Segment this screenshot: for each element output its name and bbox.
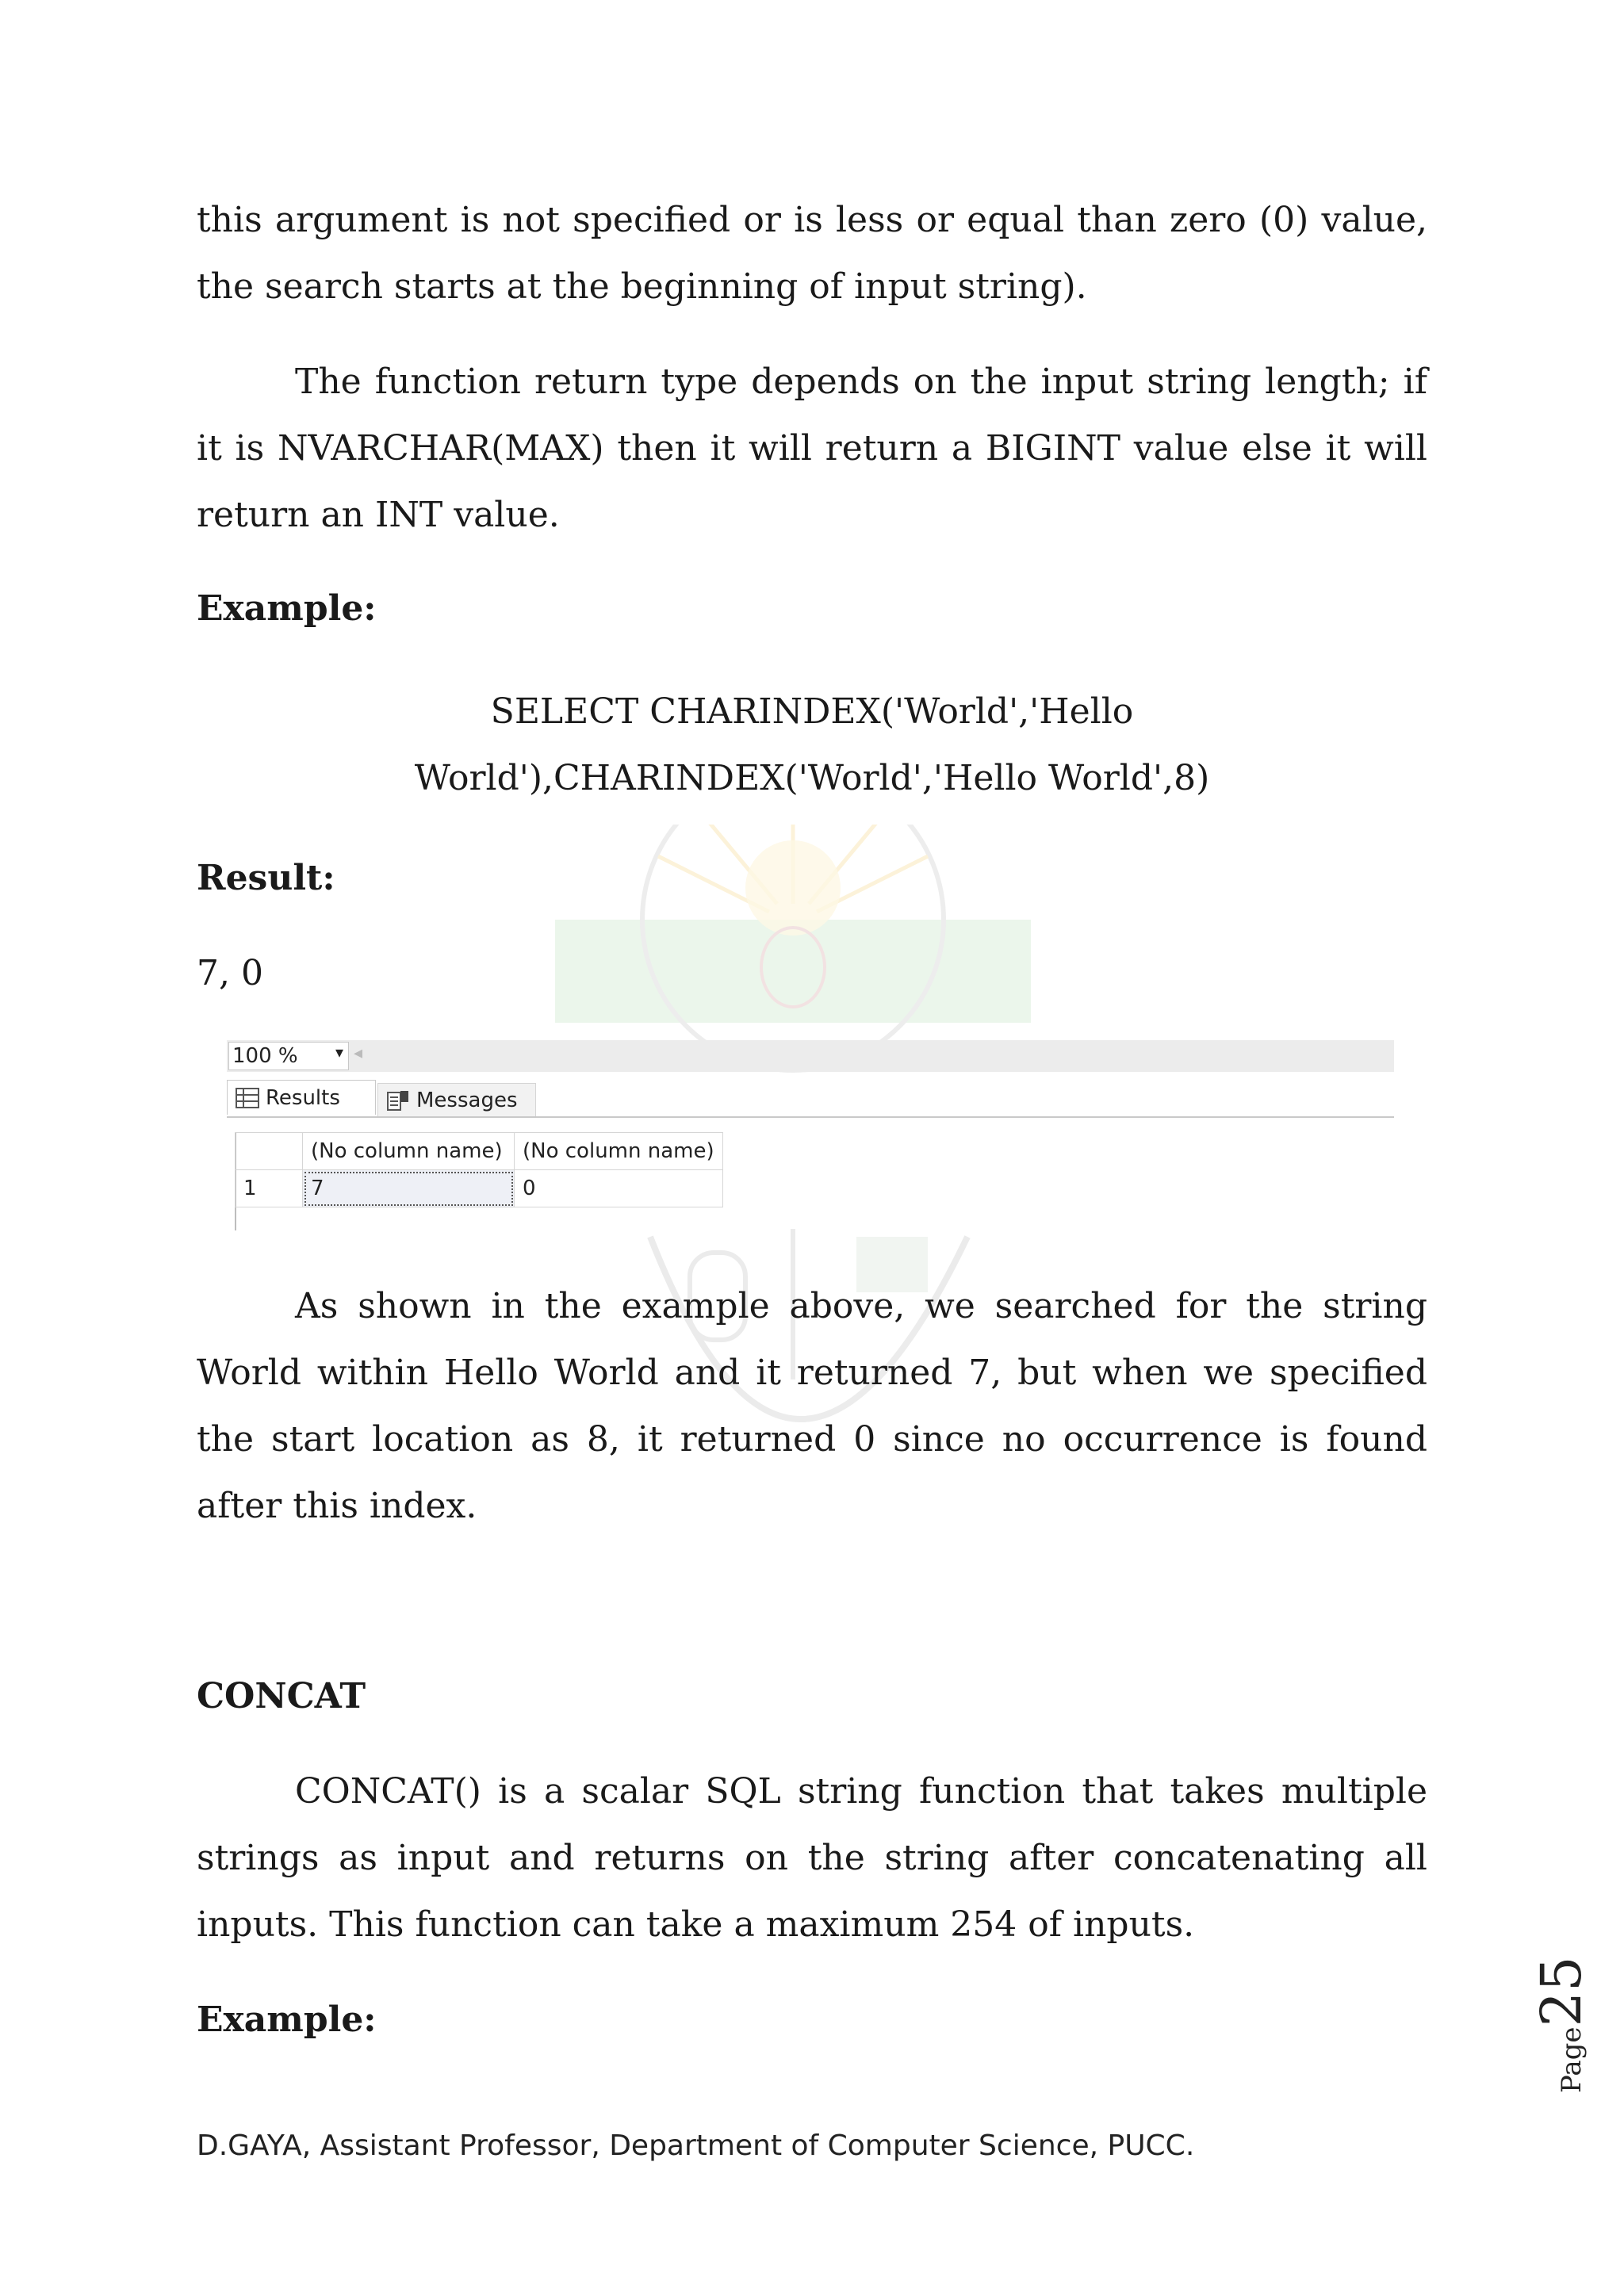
page-footer: D.GAYA, Assistant Professor, Department of Computer Science, PUCC. — [197, 2130, 1195, 2162]
ssms-results-pane — [227, 1040, 1394, 1230]
column-header[interactable]: (No column name) — [515, 1133, 723, 1170]
heading-concat: CONCAT — [197, 1676, 366, 1716]
zoom-value: 100 % — [232, 1044, 298, 1068]
column-header[interactable]: (No column name) — [303, 1133, 515, 1170]
grid-header-row — [236, 1133, 723, 1170]
grid-cell[interactable]: 0 — [515, 1170, 723, 1207]
paragraph-explanation: As shown in the example above, we searched for the string World within Hello World and it returned 7, but when we specified the start location as 8, it returned 0 since no occurrence is found after this index. — [197, 1286, 1427, 1526]
grid-corner-cell — [236, 1133, 303, 1170]
tab-results-label: Results — [266, 1085, 340, 1110]
results-grid — [235, 1132, 723, 1207]
tab-messages-label: Messages — [416, 1088, 518, 1112]
grid-icon — [236, 1088, 259, 1108]
row-number[interactable]: 1 — [236, 1170, 303, 1207]
scroll-left-icon[interactable]: ◂ — [354, 1043, 363, 1063]
zoom-select[interactable] — [228, 1042, 349, 1070]
paragraph-concat-desc: CONCAT() is a scalar SQL string function that takes multiple strings as input and returns on the string after concatenating all inputs. This function can take a maximum 254 of inputs. — [197, 1771, 1427, 1945]
code-query: SELECT CHARINDEX('World','Hello World'),CHARINDEX('World','Hello World',8) — [414, 691, 1210, 798]
result-tabs — [227, 1080, 1394, 1118]
page-number: 25 — [1529, 1956, 1594, 2027]
heading-example-2: Example: — [197, 1999, 377, 2040]
page-number-marker — [1529, 1956, 1594, 2093]
tab-results[interactable] — [227, 1080, 376, 1115]
heading-result: Result: — [197, 858, 335, 898]
paragraph-charindex-arg: this argument is not specified or is less or equal than zero (0) value, the search starts at the beginning of input string). — [197, 200, 1427, 307]
tab-messages[interactable] — [377, 1083, 536, 1116]
chevron-down-icon: ▾ — [335, 1043, 343, 1062]
grid-cell[interactable]: 7 — [303, 1170, 515, 1207]
zoom-bar — [227, 1040, 1394, 1072]
table-row — [236, 1170, 723, 1207]
heading-example: Example: — [197, 588, 377, 629]
paragraph-return-type: The function return type depends on the input string length; if it is NVARCHAR(MAX) then it will return a BIGINT value else it will return an INT value. — [197, 362, 1427, 535]
page-label: Page — [1556, 2026, 1588, 2093]
result-text: 7, 0 — [197, 953, 263, 993]
messages-icon — [386, 1089, 410, 1112]
